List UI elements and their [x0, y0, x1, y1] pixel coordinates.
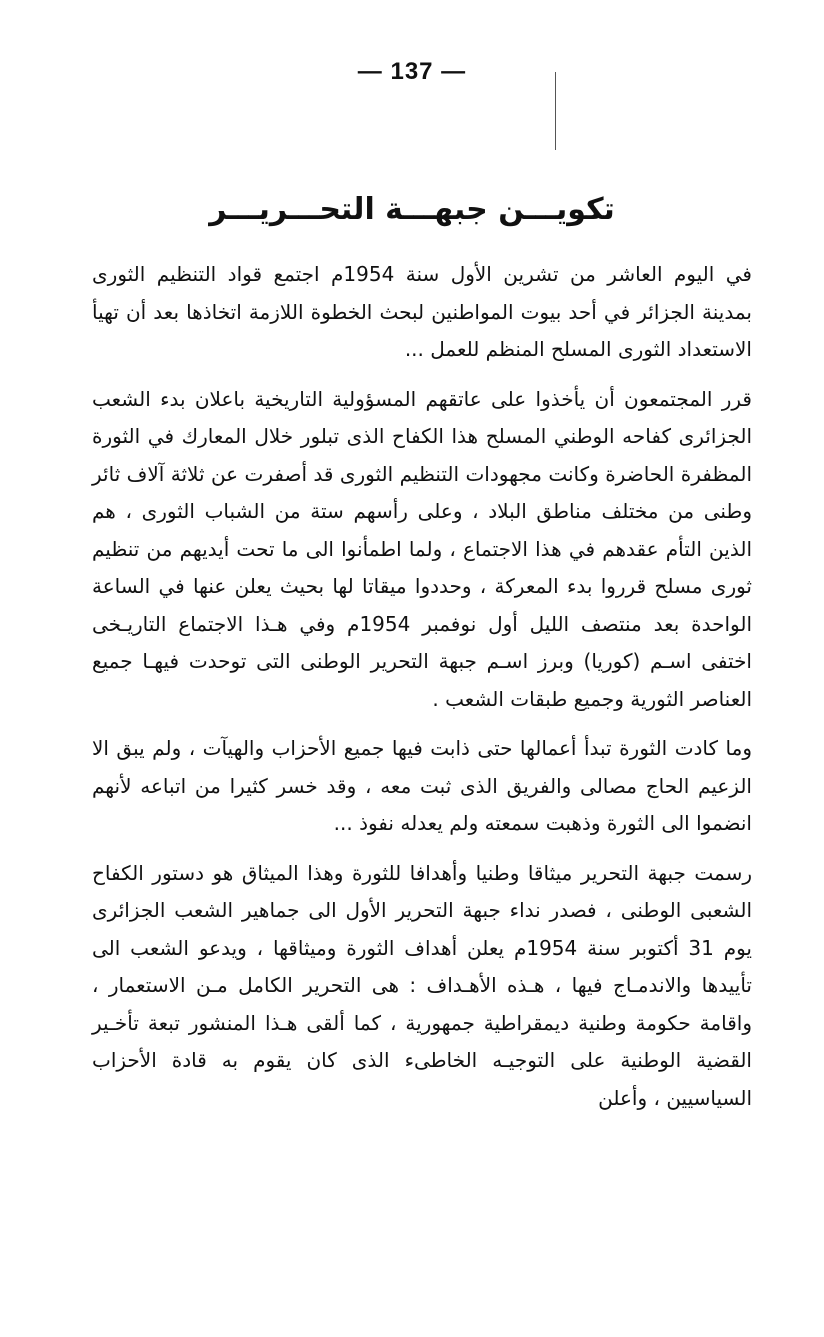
margin-line — [555, 72, 556, 150]
paragraph-3: وما كادت الثورة تبدأ أعمالها حتى ذابت فيها جميع الأحزاب والهيآت ، ولم يبق الا الزعيم الحاج مصالى والفريق الذى ثبت معه ، وقد خسر كثيرا من اتباعه لأنهم انضموا الى الثورة وذهبت سمعته ولم يعدله نفوذ ... — [92, 736, 752, 835]
page-number: — 137 — — [357, 58, 467, 85]
paragraph-2: قرر المجتمعون أن يأخذوا على عاتقهم المسؤولية التاريخية باعلان بدء الشعب الجزائرى كفاحه الوطني المسلح هذا الكفاح الذى تبلور خلال المعارك في الثورة المظفرة الحاضرة وكانت مجهودات التنظيم الثورى قد أصفرت عن ثلاثة آلاف ثائر وطنى من مختلف مناطق البلاد ، وعلى رأسهم ستة من الشباب الثورى ، هم الذين التأم عقدهم في هذا الاجتماع ، ولما اطمأنوا الى ما تحت أيديهم من تنظيم ثورى مسلح قرروا بدء المعركة ، وحددوا ميقاتا لها بحيث يعلن عنها في الساعة الواحدة بعد منتصف الليل أول نوفمبر 1954م وفي هـذا الاجتماع التاريـخى اختفى اسـم (كوريا) وبرز اسـم جبهة التحرير الوطنى التى توحدت فيهـا جميع العناصر الثورية وجميع طبقات الشعب . — [92, 386, 753, 711]
chapter-title: تكويـــن جبهـــة التحـــريـــر — [209, 192, 615, 227]
paragraph-1: في اليوم العاشر من تشرين الأول سنة 1954م اجتمع قواد التنظيم الثورى بمدينة الجزائر في أحد بيوت المواطنين لبحث الخطوة اللازمة اتخاذها بعد أن تهيأ الاستعداد الثورى المسلح المنظم للعمل ... — [92, 262, 752, 361]
paragraph-4: رسمت جبهة التحرير ميثاقا وطنيا وأهدافا للثورة وهذا الميثاق هو دستور الكفاح الشعبى الوطنى ، فصدر نداء جبهة التحرير الأول الى جماهير الشعب الجزائرى يوم 31 أكتوبر سنة 1954م يعلن أهداف الثورة وميثاقها ، ويدعو الشعب الى تأييدها والاندمـاج فيها ، هـذه الأهـداف : هى التحرير الكامل مـن الاستعمار ، واقامة حكومة وطنية ديمقراطية جمهورية ، كما ألقى هـذا المنشور تبعة تأخـير القضية الوطنية على التوجيـه الخاطىء الذى كان يقوم به قادة الأحزاب السياسيين ، وأعلن — [92, 860, 753, 1110]
body-text — [92, 256, 752, 1117]
